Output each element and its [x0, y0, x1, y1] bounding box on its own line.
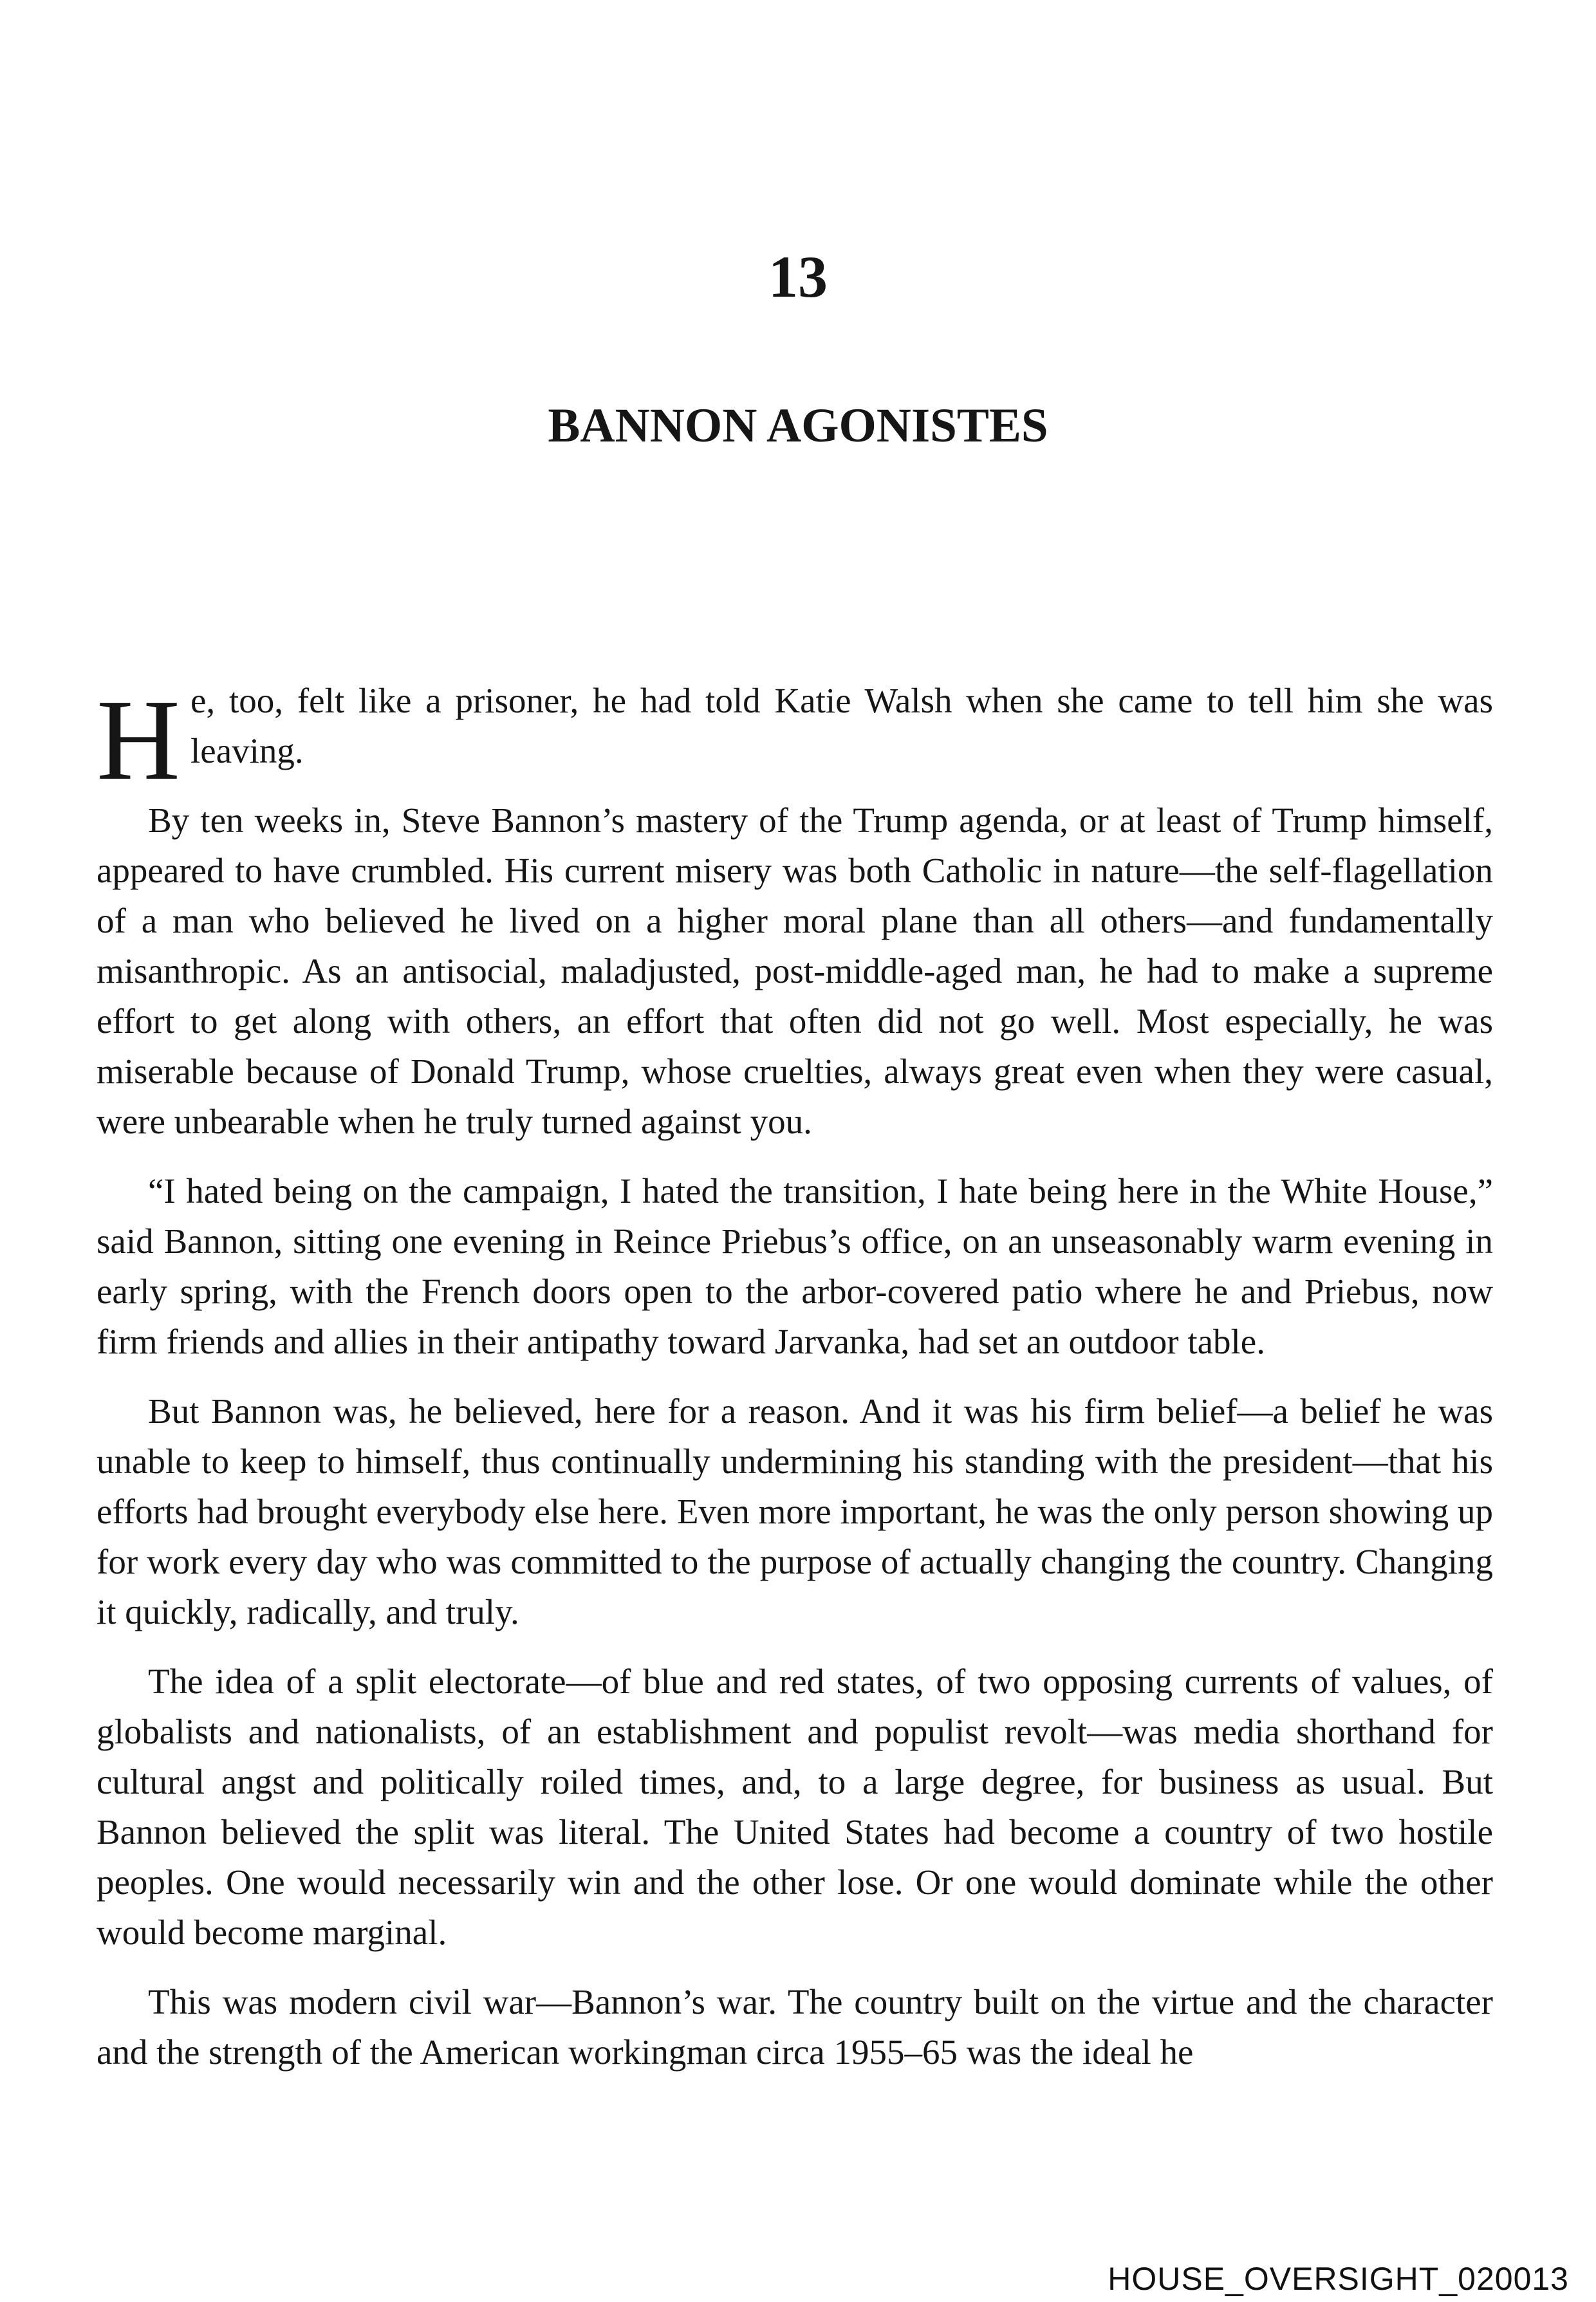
chapter-body	[97, 676, 1493, 2097]
paragraph: By ten weeks in, Steve Bannon’s mastery of the Trump agenda, or at least of Trump himself, appeared to have crumbled. His current misery was both Catholic in nature—the self-flagellation of a man who believed he lived on a higher moral plane than all others—and fundamentally misanthropic. As an antisocial, maladjusted, post-middle-aged man, he had to make a supreme effort to get along with others, an effort that often did not go well. Most especially, he was miserable because of Donald Trump, whose cruelties, always great even when they were casual, were unbearable when he truly turned against you.	[97, 801, 1493, 1141]
paragraph: “I hated being on the campaign, I hated the transition, I hate being here in the White House,” said Bannon, sitting one evening in Reince Priebus’s office, on an unseasonably warm evening in early spring, with the French doors open to the arbor-covered patio where he and Priebus, now firm friends and allies in their antipathy toward Jarvanka, had set an outdoor table.	[97, 1171, 1493, 1361]
opening-paragraph-text: e, too, felt like a prisoner, he had told Katie Walsh when she came to tell him she was leaving.	[190, 681, 1493, 770]
chapter-number: 13	[768, 244, 828, 310]
chapter-title: BANNON AGONISTES	[548, 399, 1048, 452]
document-id-stamp: HOUSE_OVERSIGHT_020013	[1108, 2261, 1569, 2297]
paragraph: But Bannon was, he believed, here for a reason. And it was his firm belief—a belief he was unable to keep to himself, thus continually undermining his standing with the president—that his efforts had brought everybody else here. Even more important, he was the only person showing up for work every day who was committed to the purpose of actually changing the country. Changing it quickly, radically, and truly.	[97, 1391, 1493, 1631]
drop-cap: H	[97, 676, 180, 804]
paragraph: This was modern civil war—Bannon’s war. The country built on the virtue and the character and the strength of the American workingman circa 1955–65 was the ideal he	[97, 1982, 1493, 2072]
opening-paragraph	[97, 676, 1493, 804]
paragraph: The idea of a split electorate—of blue and red states, of two opposing currents of values, of globalists and nationalists, of an establishment and populist revolt—was media shorthand for cultural angst and politically roiled times, and, to a large degree, for business as usual. But Bannon believed the split was literal. The United States had become a country of two hostile peoples. One would necessarily win and the other lose. Or one would dominate while the other would become marginal.	[97, 1662, 1493, 1952]
